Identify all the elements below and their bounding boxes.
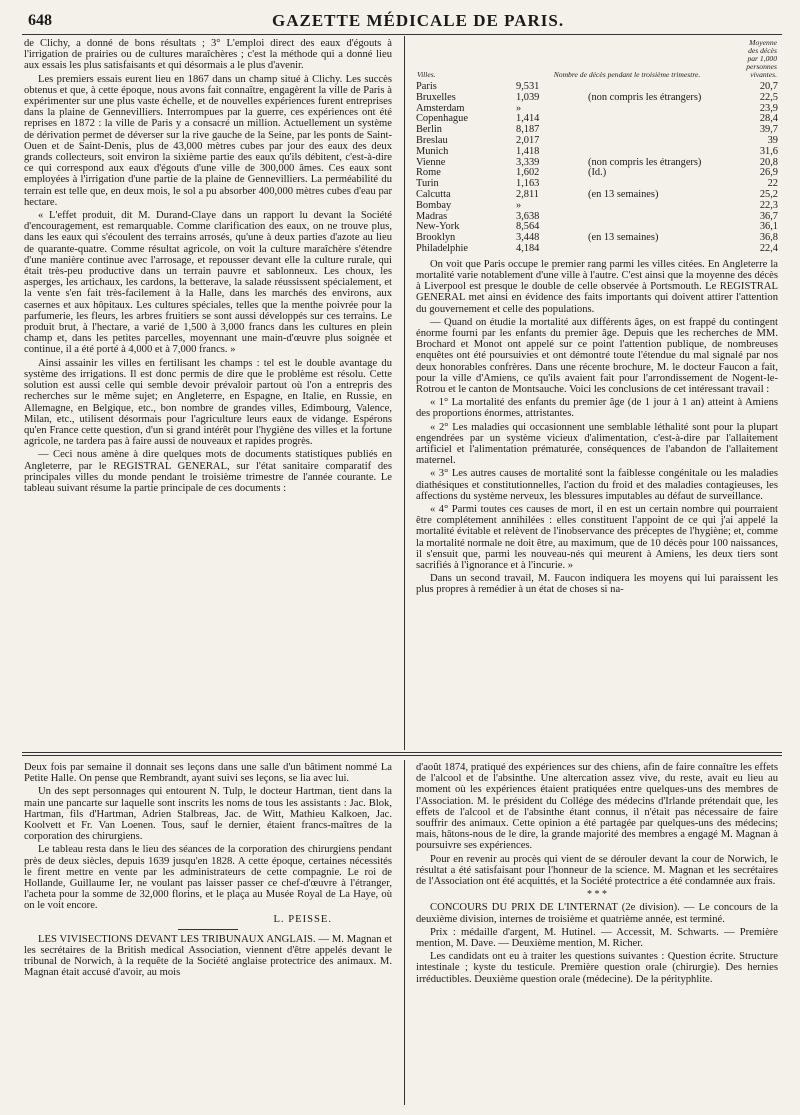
column-divider-bottom bbox=[404, 760, 405, 1105]
left-column-top bbox=[24, 38, 392, 496]
table-cell-city: Vienne bbox=[416, 156, 446, 168]
table-cell-deaths: 8,187 bbox=[516, 124, 540, 136]
page-number: 648 bbox=[28, 12, 52, 29]
table-cell-deaths: 3,448 bbox=[516, 232, 540, 244]
table-cell-city: Amsterdam bbox=[416, 102, 465, 114]
column-divider-top bbox=[404, 36, 405, 750]
paragraph: Pour en revenir au procès qui vient de se dérouler devant la cour de Norwich, le résultat a été satisfaisant pour l'honneur de la science. M. Magnan et les secrétaires de l'Association ont été acquittés, et la Société protectrice a été condamnée aux frais. bbox=[416, 853, 778, 888]
paragraph: LES VIVISECTIONS DEVANT LES TRIBUNAUX ANGLAIS. — M. Magnan et les secrétaires de la British medical Association, viennent d'être appelés devant le tribunal de Norwich, à la requête de la Société anglaise protectrice des animaux. M. Magnan était accusé d'avoir, au mois bbox=[24, 933, 392, 979]
table-cell-note bbox=[588, 104, 738, 115]
table-cell-note: (en 13 semaines) bbox=[588, 188, 659, 200]
table-row bbox=[416, 147, 778, 158]
newspaper-page bbox=[22, 10, 782, 1110]
table-cell-avg: 20,8 bbox=[759, 156, 778, 168]
paragraph: « 3° Les autres causes de mortalité sont la faiblesse congénitale ou les maladies diathésiques et constitutionnelles, l'action du froid et des maladies contagieuses, les affections du système nerveux, les blessures imputables au défaut de surveillance. bbox=[416, 468, 778, 502]
table-cell-city: Paris bbox=[416, 81, 437, 92]
table-row bbox=[416, 201, 778, 212]
paragraph: Ainsi assainir les villes en fertilisant les champs : tel est le double avantage du système des irrigations. Il est donc permis de dire que le problème est résolu. Cette solution est aussi celle qui semble devoir prévaloir partout où l'on a entrepris des recherches sur le même sujet; en Angleterre, en Espagne, en Italie, en Russie, en Allemagne, en Belgique, etc., bon nombre de grandes villes, Edimbourg, Valence, Milan, etc., utilisent désormais pour l'agriculture leurs eaux de vidange. Espérons qu'en France cette question, d'un si grand intérêt pour l'hygiène des villes et la fortune agricole, ne tardera pas à faire aussi de nouveaux et rapides progrès. bbox=[24, 357, 392, 448]
feuilleton-divider-2 bbox=[22, 755, 782, 756]
table-cell-avg: 36,7 bbox=[759, 210, 778, 222]
table-cell-city: Breslau bbox=[416, 134, 448, 146]
header-deaths: Nombre de décès pendant le troisième trimestre. bbox=[553, 70, 701, 79]
table-cell-deaths: 1,418 bbox=[516, 145, 540, 157]
table-cell-note: (non compris les étrangers) bbox=[588, 156, 702, 168]
section-rule bbox=[178, 929, 238, 930]
table-cell-deaths: 3,638 bbox=[516, 210, 540, 222]
table-header-row bbox=[416, 38, 778, 82]
mortality-table bbox=[416, 38, 778, 255]
table-cell-avg: 26,9 bbox=[759, 167, 778, 179]
table-cell-note: (Id.) bbox=[588, 167, 607, 179]
table-cell-note bbox=[588, 136, 738, 147]
table-cell-city: Copenhague bbox=[416, 113, 468, 125]
paragraph: « 4° Parmi toutes ces causes de mort, il en est un certain nombre qui pourraient être complétement annihilées : elles constituent l'appoint de ce qui j'ai appelé la mortalité évitable et relèvent de l'inobservance des préceptes de l'hygiène; et, comme la mortalité normale ne doit être, au maximum, que de 10 décès pour 100 naissances, il s'ensuit que, parmi les nouveau-nés qui meurent à Amiens, les deux tiers sont sacrifiés à l'ignorance et à l'incurie. » bbox=[416, 504, 778, 572]
table-cell-deaths: 1,414 bbox=[516, 113, 540, 125]
table-cell-avg: 22,5 bbox=[759, 91, 778, 103]
table-cell-city: Bruxelles bbox=[416, 91, 456, 103]
table-cell-avg: 20,7 bbox=[759, 81, 778, 92]
paragraph: « L'effet produit, dit M. Durand-Claye dans un rapport lu devant la Société d'encouragement, est remarquable. Comme clarification des eaux, on ne trouve plus, dans les eaux qui s'écoulent des terrains arrosés, qu'une à deux parties d'azote au lieu de quarante-quatre. Comme résultat agricole, on voit la culture maraîchère s'étendre d'une manière continue avec l'arrosage, et repousser devant elle la culture rurale, qui était très-peu productive dans un terrain pauvre et sablonneux. Les choux, les asperges, les artichaux, les cardons, la betterave, la salade réussissent spécialement, et la vente s'en fait très-facilement à la Halle, dans les marchés des environs, aux casernes et aux hôpitaux. Les cultures spéciales, telles que la menthe poivrée pour la parfumerie, les fleurs, les arbres fruitiers se sont aussi développés sur ces terrains. Le produit brut, à l'hectare, a varié de 1,500 à 3,000 francs dans les cultures en plein champ et, dans les petites parcelles, moyennant une main-d'œuvre plus soignée et continue, il a été porté à 4,000 et à 7,000 francs. » bbox=[24, 210, 392, 356]
paragraph: de Clichy, a donné de bons résultats ; 3° L'emploi direct des eaux d'égouts à l'irrigation de prairies ou de cultures maraîchères ; c'est la méthode qui a donné lieu aux essais les plus satisfaisants et qui désormais a le plus d'avenir. bbox=[24, 38, 392, 72]
table-cell-note bbox=[588, 212, 738, 223]
table-cell-note bbox=[588, 114, 738, 125]
paragraph: d'août 1874, pratiqué des expériences sur des chiens, afin de faire connaître les effets de l'alcool et de l'absinthe. Une altercation assez vive, du reste, avait eu lieu au moment où les expériences étaient pratiquées entre quelques-uns des membres de l'Association. M. le président du Collége des médecins d'Irlande prétendait que, les effets de l'alcool et de l'absinthe étant connus, il n'était pas nécessaire de faire souffrir des animaux. Cette opinion a été partagée par quelques-uns des médecins; mais, hâtons-nous de le dire, la grande majorité des membres a engagé M. Magnan à poursuivre ses expériences. bbox=[416, 762, 778, 852]
right-column-top bbox=[416, 38, 778, 598]
right-column-bottom bbox=[416, 762, 778, 987]
paragraph: Le tableau resta dans le lieu des séances de la corporation des chirurgiens pendant près de deux siècles, depuis 1639 jusqu'en 1828. A cette époque, certaines nécessités le firent mettre en vente par les administrateurs de cette compagnie. Le roi de Hollande, Guillaume Ier, ne voulant pas laisser passer ce chef-d'œuvre à l'étranger, l'acheta pour la somme de 32,000 florins, et le plaça au Musée Royal de La Haye, où on le voit encore. bbox=[24, 844, 392, 912]
table-cell-city: Munich bbox=[416, 145, 449, 157]
table-cell-avg: 22 bbox=[767, 178, 778, 190]
table-row bbox=[416, 168, 778, 179]
table-cell-deaths: 3,339 bbox=[516, 156, 540, 168]
table-cell-avg: 28,4 bbox=[759, 113, 778, 125]
table-cell-note bbox=[588, 201, 738, 212]
table-row bbox=[416, 190, 778, 201]
table-cell-note bbox=[588, 147, 738, 158]
table-cell-city: New-York bbox=[416, 221, 460, 233]
section-stars: * * * bbox=[587, 889, 607, 901]
paragraph: Les premiers essais eurent lieu en 1867 dans un champ situé à Clichy. Les succès obtenus et que, à cette époque, nous avons fait connaître, engagèrent la ville de Paris à expérimenter sur une plus vaste échelle, et de nouvelles expériences furent entreprises dans la plaine de Gennevilliers. Interrompues par la guerre, ces expériences ont été reprises en 1872 : la ville de Paris y a consacré un million. Actuellement un système de dérivation permet de déverser sur la rive gauche de la Seine, par les ponts de Saint-Ouen et de Saint-Denis, plus de 43,000 mètres cubes par jour des eaux des deux grands collecteurs, soit environ la sixième partie des eaux qu'ils débitent, c'est-à-dire ce qui correspond aux eaux d'égouts d'une ville de 300,000 âmes. Ces eaux sont employées à l'irrigation d'une partie de la plaine de Gennevilliers. La perméabilité du terrain est telle que, en deux mois, le sol a pu absorber 400,000 mètres cubes d'eau par hectare. bbox=[24, 73, 392, 208]
paragraph: « 2° Les maladies qui occasionnent une semblable léthalité sont pour la plupart engendrées par un système vicieux d'alimentation, c'est-à-dire par l'allaitement artificiel et l'alimentation prématurée, conséquences de l'abandon de l'allaitement maternel. bbox=[416, 421, 778, 467]
table-row bbox=[416, 114, 778, 125]
table-cell-city: Brooklyn bbox=[416, 232, 456, 244]
table-cell-deaths: 1,039 bbox=[516, 91, 540, 103]
table-row bbox=[416, 244, 778, 255]
paragraph: Les candidats ont eu à traiter les questions suivantes : Question écrite. Structure intestinale ; kyste du testicule. Première question orale (chirurgie). Des hernies irréductibles. Deuxième question orale (médecine). De la pérityphlite. bbox=[416, 951, 778, 985]
paragraph: Un des sept personnages qui entourent N. Tulp, le docteur Hartman, tient dans la main une pancarte sur laquelle sont inscrits les noms de tous les assistants : Jac. Blok, Hartman, fils d'Hartman, Adrien Stalbreas, Jac. de Witt, Mathieu Kalkoen, Jac. Koolvett et Fr. Van Loenen. Tous, sauf le dernier, étaient francs-maîtres de la corporation des chirurgiens. bbox=[24, 786, 392, 843]
feuilleton-divider bbox=[22, 752, 782, 753]
paragraph: On voit que Paris occupe le premier rang parmi les villes citées. En Angleterre la mortalité varie notablement d'une ville à l'autre. C'est ainsi que la moyenne des décès à Liverpool est presque le double de celle observée à Portsmouth. Le REGISTRAL GENERAL met ainsi en évidence des faits importants qui doivent attirer l'attention du gouvernement et celle des populations. bbox=[416, 258, 778, 315]
journal-title: GAZETTE MÉDICALE DE PARIS. bbox=[272, 11, 565, 30]
table-row bbox=[416, 93, 778, 104]
table-row bbox=[416, 125, 778, 136]
table-cell-note: (non compris les étrangers) bbox=[588, 91, 702, 103]
paragraph: — Ceci nous amène à dire quelques mots de documents statistiques publiés en Angleterre, par le REGISTRAL GENERAL, sur l'état sanitaire comparatif des principales villes du monde pendant le troisième trimestre de l'année courante. Le tableau suivant résume la partie principale de ces documents : bbox=[24, 449, 392, 494]
paragraph: — Quand on étudie la mortalité aux différents âges, on est frappé du contingent énorme fourni par les enfants du premier âge. Depuis que les recherches de MM. Brochard et Monot ont appelé sur ce point l'attention publique, de nombreuses enquêtes ont été poursuivies et ont démontré toute l'étendue du mal signalé par nos deux honorables confrères. Dans une récente brochure, M. le docteur Faucon a fait, pour la ville d'Amiens, ce qu'ils avaient fait pour l'arrondissement de Nogent-le-Rotrou et le canton de Montsauche. Voici les conclusions de cet intéressant travail : bbox=[416, 316, 778, 395]
table-cell-city: Madras bbox=[416, 210, 448, 222]
author-signature: L. PEISSE. bbox=[273, 913, 332, 925]
table-cell-avg: 23,9 bbox=[759, 102, 778, 114]
table-row bbox=[416, 233, 778, 244]
left-column-bottom bbox=[24, 762, 392, 981]
paragraph: Deux fois par semaine il donnait ses leçons dans une salle d'un bâtiment nommé La Petite Halle. On pense que Rembrandt, ayant suivi ses leçons, se lia avec lui. bbox=[24, 762, 392, 785]
table-cell-city: Bombay bbox=[416, 199, 452, 211]
paragraph: « 1° La mortalité des enfants du premier âge (de 1 jour à 1 an) atteint à Amiens des proportions énormes, attristantes. bbox=[416, 397, 778, 420]
paragraph: Prix : médaille d'argent, M. Hutinel. — Accessit, M. Schwarts. — Première mention, M. Dave. — Deuxième mention, M. Richer. bbox=[416, 926, 778, 950]
table-cell-avg: 39,7 bbox=[759, 124, 778, 136]
table-cell-deaths: » bbox=[516, 102, 522, 114]
table-cell-note bbox=[588, 125, 738, 136]
table-row bbox=[416, 212, 778, 223]
table-cell-deaths: 4,184 bbox=[516, 242, 540, 254]
paragraph: CONCOURS DU PRIX DE L'INTERNAT (2e division). — Le concours de la deuxième division, internes de troisième et quatrième année, est terminé. bbox=[416, 902, 778, 925]
table-row bbox=[416, 104, 778, 115]
header-cities: Villes. bbox=[417, 70, 436, 79]
table-cell-avg: 22,3 bbox=[759, 199, 778, 211]
table-cell-city: Berlin bbox=[416, 124, 442, 136]
table-cell-note bbox=[588, 244, 738, 255]
table-cell-avg: 25,2 bbox=[759, 188, 778, 200]
page-header bbox=[22, 10, 782, 35]
table-cell-avg: 22,4 bbox=[759, 242, 778, 254]
table-cell-city: Philadelphie bbox=[416, 242, 468, 254]
table-row bbox=[416, 136, 778, 147]
table-cell-city: Calcutta bbox=[416, 188, 451, 200]
table-cell-avg: 31,6 bbox=[759, 145, 778, 157]
header-average: Moyenne des décès par 1,000 personnes vivantes. bbox=[746, 38, 777, 79]
paragraph: Dans un second travail, M. Faucon indiquera les moyens qui lui paraissent les plus propres à remédier à un état de choses si na- bbox=[416, 573, 778, 596]
table-cell-deaths: 1,602 bbox=[516, 167, 540, 179]
table-cell-city: Rome bbox=[416, 167, 441, 179]
table-cell-deaths: 8,564 bbox=[516, 221, 540, 233]
table-cell-avg: 39 bbox=[767, 134, 778, 146]
table-cell-deaths: 2,017 bbox=[516, 134, 540, 146]
table-cell-avg: 36,1 bbox=[759, 221, 778, 233]
table-cell-deaths: » bbox=[516, 199, 522, 211]
table-cell-note: (en 13 semaines) bbox=[588, 232, 659, 244]
table-cell-deaths: 1,163 bbox=[516, 178, 540, 190]
table-cell-city: Turin bbox=[416, 178, 439, 190]
table-cell-avg: 36,8 bbox=[759, 232, 778, 244]
table-cell-deaths: 2,811 bbox=[516, 188, 539, 200]
table-cell-deaths: 9,531 bbox=[516, 81, 540, 92]
